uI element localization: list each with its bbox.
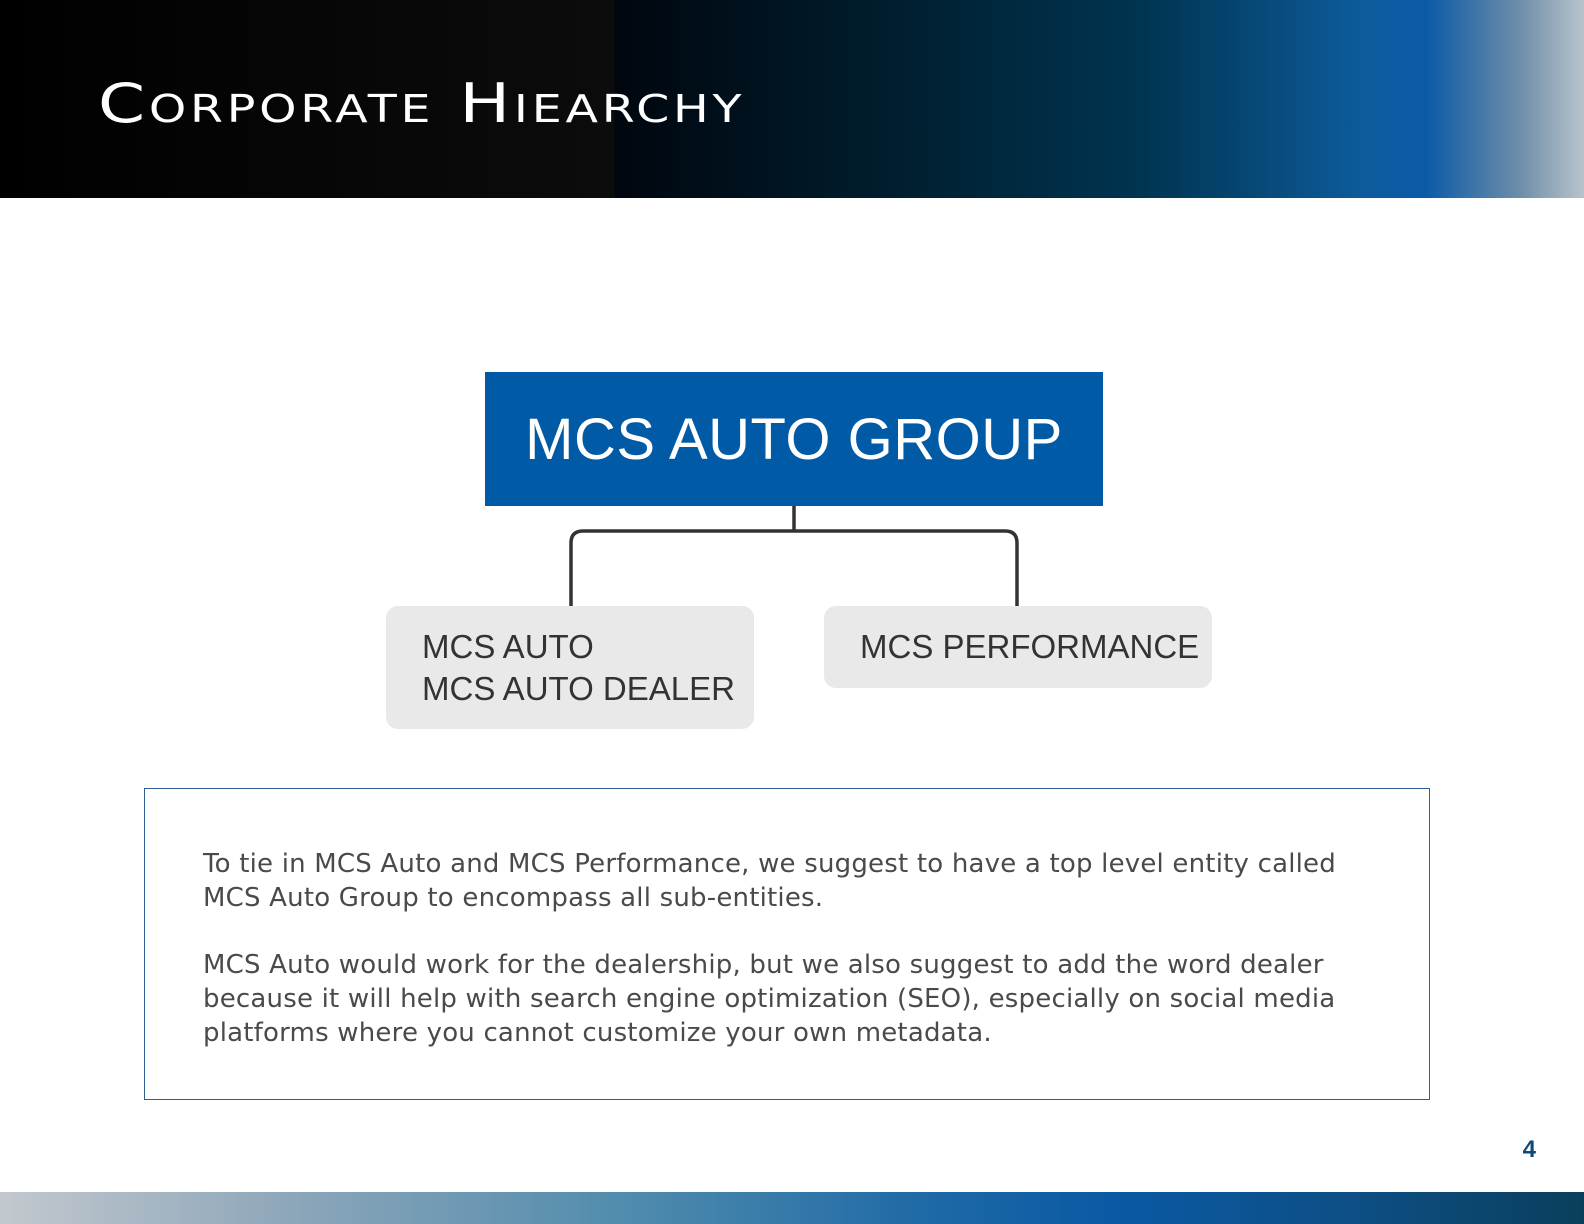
note-paragraph: MCS Auto would work for the dealership, but we also suggest to add the word dealer because it will help with search engine optimization (SEO), especially on social media platforms where you cannot customize your own metadata. xyxy=(203,950,1336,1048)
org-child-line: MCS AUTO xyxy=(422,628,594,665)
org-child-line: MCS AUTO DEALER xyxy=(422,670,735,707)
note-text xyxy=(203,847,1393,1050)
org-child-line: MCS PERFORMANCE xyxy=(860,628,1200,665)
page-title: Corporate Hiearchy xyxy=(98,72,746,135)
org-child-box-mcs-performance xyxy=(824,606,1212,688)
footer-band xyxy=(0,1192,1584,1224)
connector-left-branch xyxy=(571,531,794,606)
org-top-entity-label: MCS AUTO GROUP xyxy=(525,406,1063,472)
connector-right-branch xyxy=(794,531,1017,606)
page-number: 4 xyxy=(1522,1136,1536,1163)
org-child-box-mcs-auto xyxy=(386,606,754,729)
header-band xyxy=(0,0,1584,198)
note-paragraph: To tie in MCS Auto and MCS Performance, we suggest to have a top level entity called MCS Auto Group to encompass all sub-entities. xyxy=(203,849,1336,913)
org-top-entity-box xyxy=(485,372,1103,506)
note-box xyxy=(144,788,1430,1100)
